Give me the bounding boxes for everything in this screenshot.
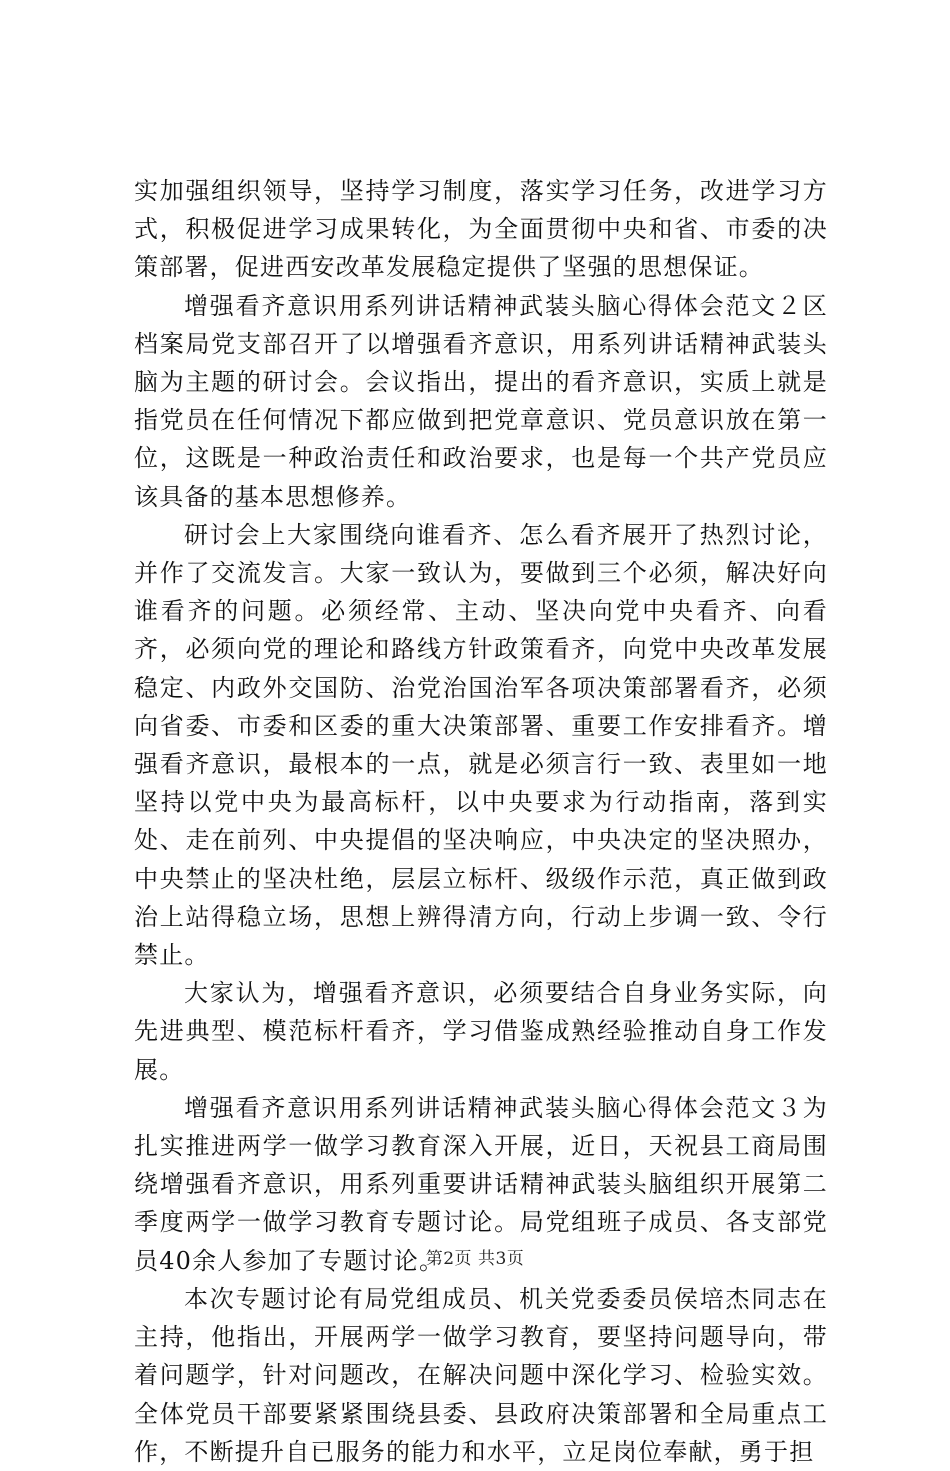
paragraph: 大家认为，增强看齐意识，必须要结合自身业务实际，向先进典型、模范标杆看齐，学习借鉴成熟经验推动自身工作发展。 <box>134 979 828 1084</box>
paragraph: 增强看齐意识用系列讲话精神武装头脑心得体会范文２区档案局党支部召开了以增强看齐意识，用系列讲话精神武装头脑为主题的研讨会。会议指出，提出的看齐意识，实质上就是指党员在任何情况下都应做到把党章意识、党员意识放在第一位，这既是一种政治责任和政治要求，也是每一个共产党员应该具备的基本思想修养。 <box>134 291 828 511</box>
paragraph: 研讨会上大家围绕向谁看齐、怎么看齐展开了热烈讨论，并作了交流发言。大家一致认为，要做到三个必须，解决好向谁看齐的问题。必须经常、主动、坚决向党中央看齐、向看齐，必须向党的理论和路线方针政策看齐，向党中央改革发展稳定、内政外交国防、治党治国治军各项决策部署看齐，必须向省委、市委和区委的重大决策部署、重要工作安排看齐。增强看齐意识，最根本的一点，就是必须言行一致、表里如一地坚持以党中央为最高标杆，以中央要求为行动指南，落到实处、走在前列、中央提倡的坚决响应，中央决定的坚决照办，中央禁止的坚决杜绝，层层立标杆、级级作示范，真正做到政治上站得稳立场，思想上辨得清方向，行动上步调一致、令行禁止。 <box>134 520 828 970</box>
paragraph-continuation: 实加强组织领导，坚持学习制度，落实学习任务，改进学习方式，积极促进学习成果转化，为全面贯彻中央和省、市委的决策部署，促进西安改革发展稳定提供了坚强的思想保证。 <box>134 177 828 282</box>
page-number-footer: 第2页 共3页 <box>425 1249 525 1269</box>
paragraph: 本次专题讨论有局党组成员、机关党委委员侯培杰同志在主持，他指出，开展两学一做学习教育，要坚持问题导向，带着问题学，针对问题改，在解决问题中深化学习、检验实效。全体党员干部要紧紧围绕县委、县政府决策部署和全局重点工作，不断提升自已服务的能力和水平，立足岗位奉献，勇于担 <box>134 1284 828 1466</box>
document-body <box>134 172 828 1471</box>
paragraph: 增强看齐意识用系列讲话精神武装头脑心得体会范文３为扎实推进两学一做学习教育深入开展，近日，天祝县工商局围绕增强看齐意识，用系列重要讲话精神武装头脑组织开展第二季度两学一做学习教育专题讨论。局党组班子成员、各支部党员40余人参加了专题讨论。 <box>134 1093 828 1275</box>
